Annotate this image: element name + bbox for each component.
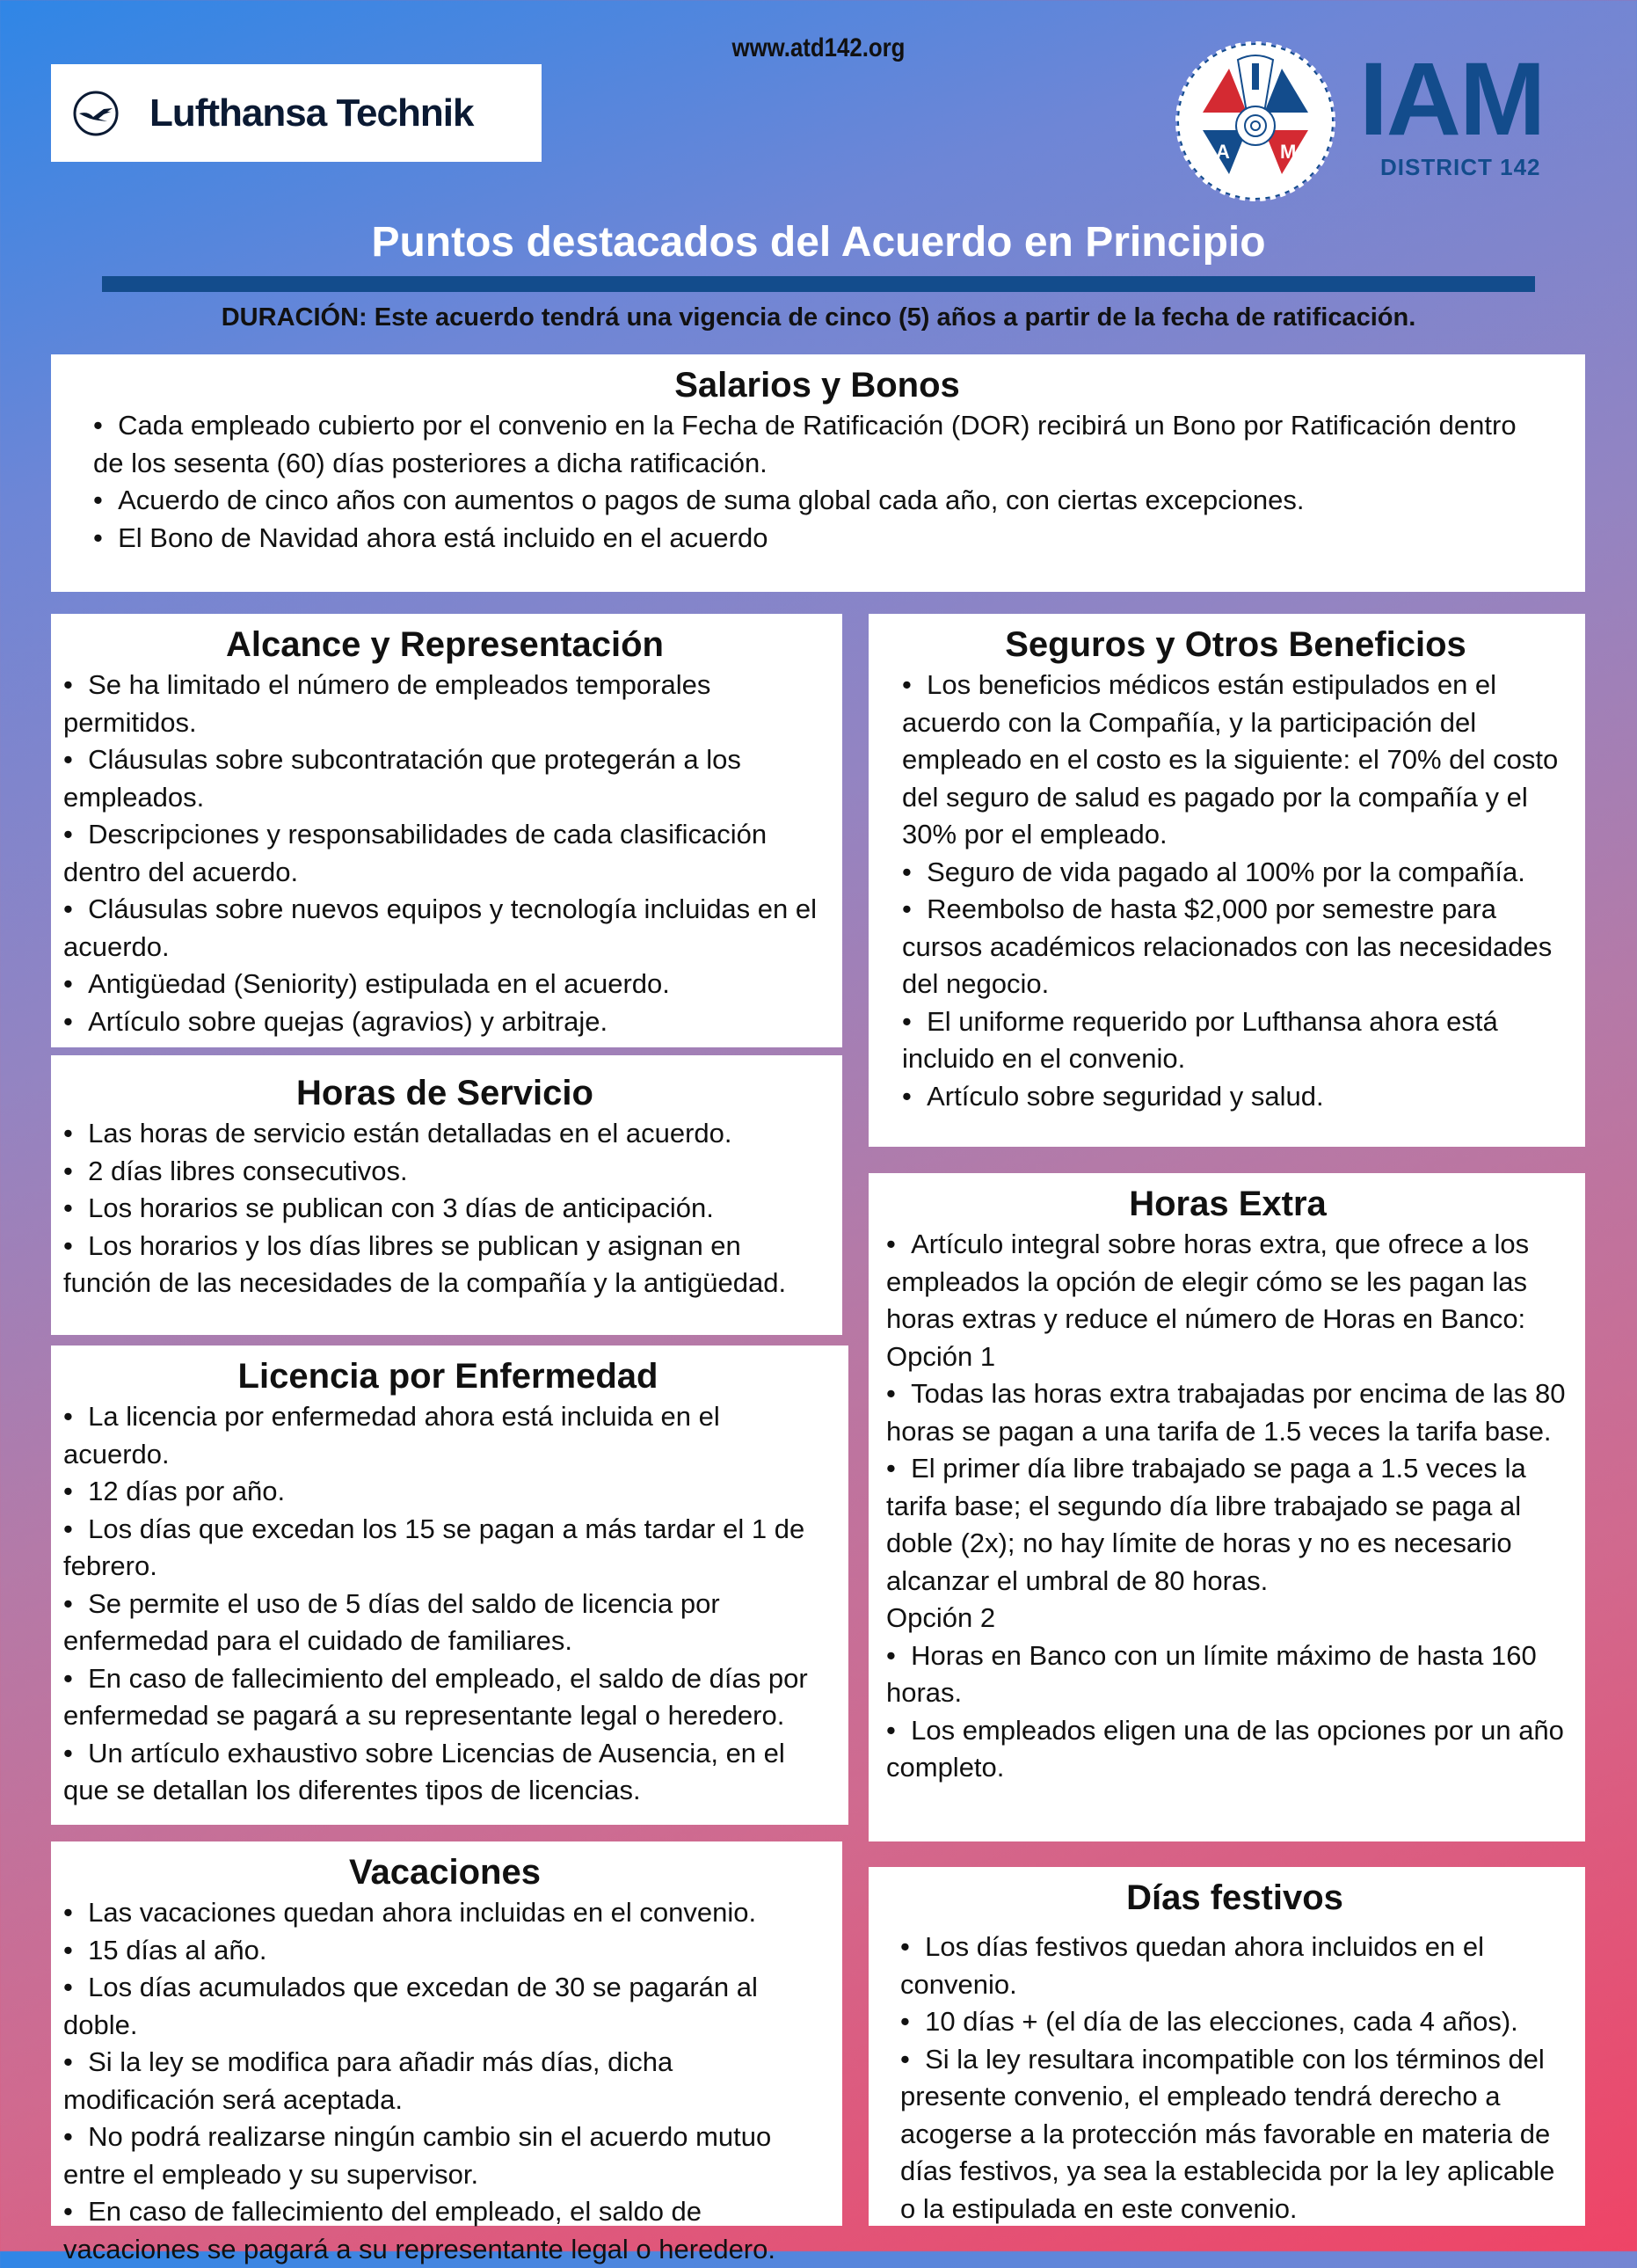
section-title: Alcance y Representación: [226, 625, 664, 664]
list-item: • Los días que excedan los 15 se pagan a más tardar el 1 de febrero.: [63, 1511, 833, 1586]
list-item: • Reembolso de hasta $2,000 por semestre para cursos académicos relacionados con las necesidades del negocio.: [902, 891, 1569, 1003]
list-item: • Los beneficios médicos están estipulados en el acuerdo con la Compañía, y la participación del empleado en el costo es la siguiente: el 70% del costo del seguro de salud es pagado por la compañía y el 30% por el empleado.: [902, 667, 1569, 854]
website-url[interactable]: www.atd142.org: [731, 33, 906, 62]
bullet-list: [886, 1226, 1569, 1787]
section-title: Días festivos: [1126, 1878, 1343, 1917]
bullet-list: [93, 407, 1541, 557]
section-title: Seguros y Otros Beneficios: [1005, 625, 1466, 664]
list-item: • Cláusulas sobre nuevos equipos y tecnología incluidas en el acuerdo.: [63, 891, 826, 966]
bullet-list: [63, 1894, 826, 2268]
list-item: • 15 días al año.: [63, 1932, 826, 1970]
list-subheading: Opción 1: [886, 1340, 996, 1372]
bullet-list: [902, 667, 1569, 1115]
lufthansa-technik-logo: [51, 64, 542, 162]
list-item: • 12 días por año.: [63, 1473, 833, 1511]
list-item: • En caso de fallecimiento del empleado, el saldo de días por enfermedad se pagará a su representante legal o heredero.: [63, 1660, 833, 1735]
section-seguros-y-otros-beneficios: [869, 614, 1585, 1147]
iam-gear-emblem-icon: [1168, 33, 1343, 209]
section-salarios-y-bonos: [51, 354, 1585, 592]
section-vacaciones: [51, 1841, 842, 2264]
list-item: • Si la ley resultara incompatible con los términos del presente convenio, el empleado tendrá derecho a acogerse a la protección más favorable en materia de días festivos, ya sea la establecida por la ley aplicable o la estipulada en este convenio.: [900, 2041, 1569, 2228]
list-item: • En caso de fallecimiento del empleado, el saldo de vacaciones se pagará a su representante legal o heredero.: [63, 2193, 826, 2268]
list-item: • La licencia por enfermedad ahora está incluida en el acuerdo.: [63, 1398, 833, 1473]
list-item: • Se permite el uso de 5 días del saldo de licencia por enfermedad para el cuidado de familiares.: [63, 1586, 833, 1660]
list-item: • No podrá realizarse ningún cambio sin el acuerdo mutuo entre el empleado y su supervisor.: [63, 2119, 826, 2193]
bullet-list: [900, 1929, 1569, 2228]
union-logo-text: IAM: [1359, 41, 1545, 157]
list-item: • Cada empleado cubierto por el convenio en la Fecha de Ratificación (DOR) recibirá un Bono por Ratificación dentro de los sesenta (60) días posteriores a dicha ratificación.: [93, 407, 1541, 482]
list-item: • Artículo integral sobre horas extra, que ofrece a los empleados la opción de elegir cómo se les pagan las horas extras y reduce el número de Horas en Banco:: [886, 1226, 1569, 1338]
section-licencia-por-enfermedad: [51, 1345, 848, 1825]
list-item: • Los horarios y los días libres se publican y asignan en función de las necesidades de la compañía y la antigüedad.: [63, 1228, 826, 1302]
list-item: • El uniforme requerido por Lufthansa ahora está incluido en el convenio.: [902, 1003, 1569, 1078]
list-item: • Los días acumulados que excedan de 30 se pagarán al doble.: [63, 1969, 826, 2044]
list-item: • Se ha limitado el número de empleados temporales permitidos.: [63, 667, 826, 741]
section-title: Vacaciones: [349, 1853, 541, 1892]
list-item: • Las horas de servicio están detalladas en el acuerdo.: [63, 1115, 826, 1153]
section-dias-festivos: [869, 1867, 1585, 2226]
list-item: • Acuerdo de cinco años con aumentos o pagos de suma global cada año, con ciertas excepciones.: [93, 482, 1541, 520]
company-logo-text: Lufthansa Technik: [149, 91, 474, 135]
list-item: • Artículo sobre seguridad y salud.: [902, 1078, 1569, 1116]
list-subheading: Opción 2: [886, 1602, 996, 1633]
bullet-list: [63, 1398, 833, 1810]
list-item: • Descripciones y responsabilidades de cada clasificación dentro del acuerdo.: [63, 816, 826, 891]
section-horas-de-servicio: [51, 1055, 842, 1335]
list-item: • Un artículo exhaustivo sobre Licencias de Ausencia, en el que se detallan los diferentes tipos de licencias.: [63, 1735, 833, 1810]
list-item: • Los horarios se publican con 3 días de anticipación.: [63, 1190, 826, 1228]
list-item: • Todas las horas extra trabajadas por encima de las 80 horas se pagan a una tarifa de 1.5 veces la tarifa base.: [886, 1375, 1569, 1450]
bullet-list: [63, 667, 826, 1040]
list-item: • El Bono de Navidad ahora está incluido en el acuerdo: [93, 520, 1541, 558]
duration-notice: DURACIÓN: Este acuerdo tendrá una vigencia de cinco (5) años a partir de la fecha de ratificación.: [221, 303, 1416, 332]
list-item: • Seguro de vida pagado al 100% por la compañía.: [902, 854, 1569, 892]
list-item: • Las vacaciones quedan ahora incluidas en el convenio.: [63, 1894, 826, 1932]
list-item: • Los empleados eligen una de las opciones por un año completo.: [886, 1712, 1569, 1787]
svg-text:M: M: [1280, 141, 1297, 163]
section-title: Horas Extra: [1129, 1185, 1327, 1223]
title-underline-divider: [102, 276, 1535, 292]
list-item: • Horas en Banco con un límite máximo de hasta 160 horas.: [886, 1637, 1569, 1712]
lufthansa-crane-icon: [72, 90, 120, 137]
section-alcance-y-representacion: [51, 614, 842, 1047]
bullet-list: [63, 1115, 826, 1302]
svg-text:A: A: [1216, 141, 1230, 163]
list-item: • Si la ley se modifica para añadir más días, dicha modificación será aceptada.: [63, 2044, 826, 2119]
list-item: • 10 días + (el día de las elecciones, cada 4 años).: [900, 2003, 1569, 2041]
section-horas-extra: [869, 1173, 1585, 1841]
section-title: Salarios y Bonos: [674, 366, 960, 405]
page-title: Puntos destacados del Acuerdo en Principio: [371, 219, 1266, 266]
list-item: • Cláusulas sobre subcontratación que protegerán a los empleados.: [63, 741, 826, 816]
list-item: • Los días festivos quedan ahora incluidos en el convenio.: [900, 1929, 1569, 2003]
list-item: • El primer día libre trabajado se paga a 1.5 veces la tarifa base; el segundo día libre trabajado se paga al doble (2x); no hay límite de horas y no es necesario alcanzar el umbral de 80 horas.: [886, 1450, 1569, 1600]
section-title: Licencia por Enfermedad: [237, 1357, 658, 1396]
union-district: DISTRICT 142: [1380, 154, 1541, 180]
list-item: • Artículo sobre quejas (agravios) y arbitraje.: [63, 1003, 826, 1041]
section-title: Horas de Servicio: [296, 1074, 593, 1112]
list-item: • Antigüedad (Seniority) estipulada en el acuerdo.: [63, 966, 826, 1003]
list-item: • 2 días libres consecutivos.: [63, 1153, 826, 1191]
